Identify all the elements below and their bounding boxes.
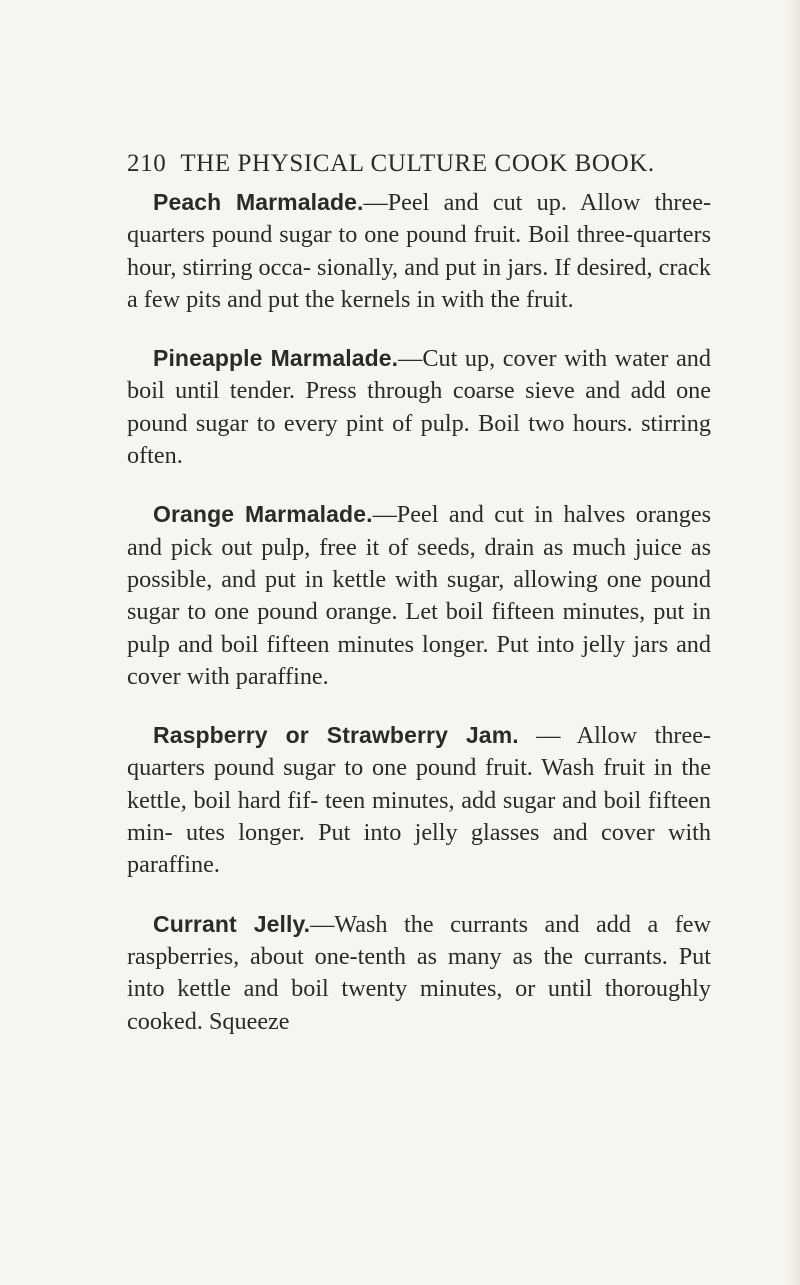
page-body — [127, 186, 711, 1064]
recipe-text: —Peel and cut in halves oranges and pick out pulp, free it of seeds, drain as much juice as possible, and put in kettle with sugar, allowing one pound sugar to one pound orange. Let boil fifteen minutes, put in pulp and boil fifteen minutes longer. Put into jelly jars and cover with paraffine. — [127, 501, 711, 690]
recipe-orange-marmalade — [127, 498, 711, 693]
page-number: 210 — [127, 150, 167, 177]
recipe-title: Orange Marmalade. — [153, 501, 373, 528]
recipe-title: Pineapple Marmalade. — [153, 345, 399, 372]
recipe-raspberry-strawberry-jam — [127, 719, 711, 881]
recipe-title: Currant Jelly. — [153, 910, 311, 937]
recipe-title: Peach Marmalade. — [153, 189, 364, 215]
running-title: THE PHYSICAL CULTURE COOK BOOK. — [180, 150, 655, 177]
running-header — [127, 150, 655, 178]
recipe-currant-jelly — [127, 908, 711, 1038]
recipe-pineapple-marmalade — [127, 342, 711, 472]
page-edge-shadow — [786, 0, 800, 1285]
recipe-peach-marmalade — [127, 186, 711, 316]
recipe-text: —Peel and cut up. Allow three-quarters pound sugar to one pound fruit. Boil three-quarters hour, stirring occa- sionally, and put in jars. If desired, crack a few pits and put the kernels in with the fruit. — [127, 189, 711, 313]
recipe-text: —Wash the currants and add a few raspberries, about one-tenth as many as the currants. Put into kettle and boil twenty minutes, or until thoroughly cooked. Squeeze — [127, 910, 711, 1035]
recipe-text: —Cut up, cover with water and boil until tender. Press through coarse sieve and add one pound sugar to every pint of pulp. Boil two hours. stirring often. — [127, 345, 711, 470]
recipe-title: Raspberry or Strawberry Jam. — [153, 722, 519, 749]
recipe-text: — Allow three-quarters pound sugar to one pound fruit. Wash fruit in the kettle, boil hard fif- teen minutes, add sugar and boil fifteen min- utes longer. Put into jelly glasses and cover with paraffine. — [127, 722, 711, 879]
